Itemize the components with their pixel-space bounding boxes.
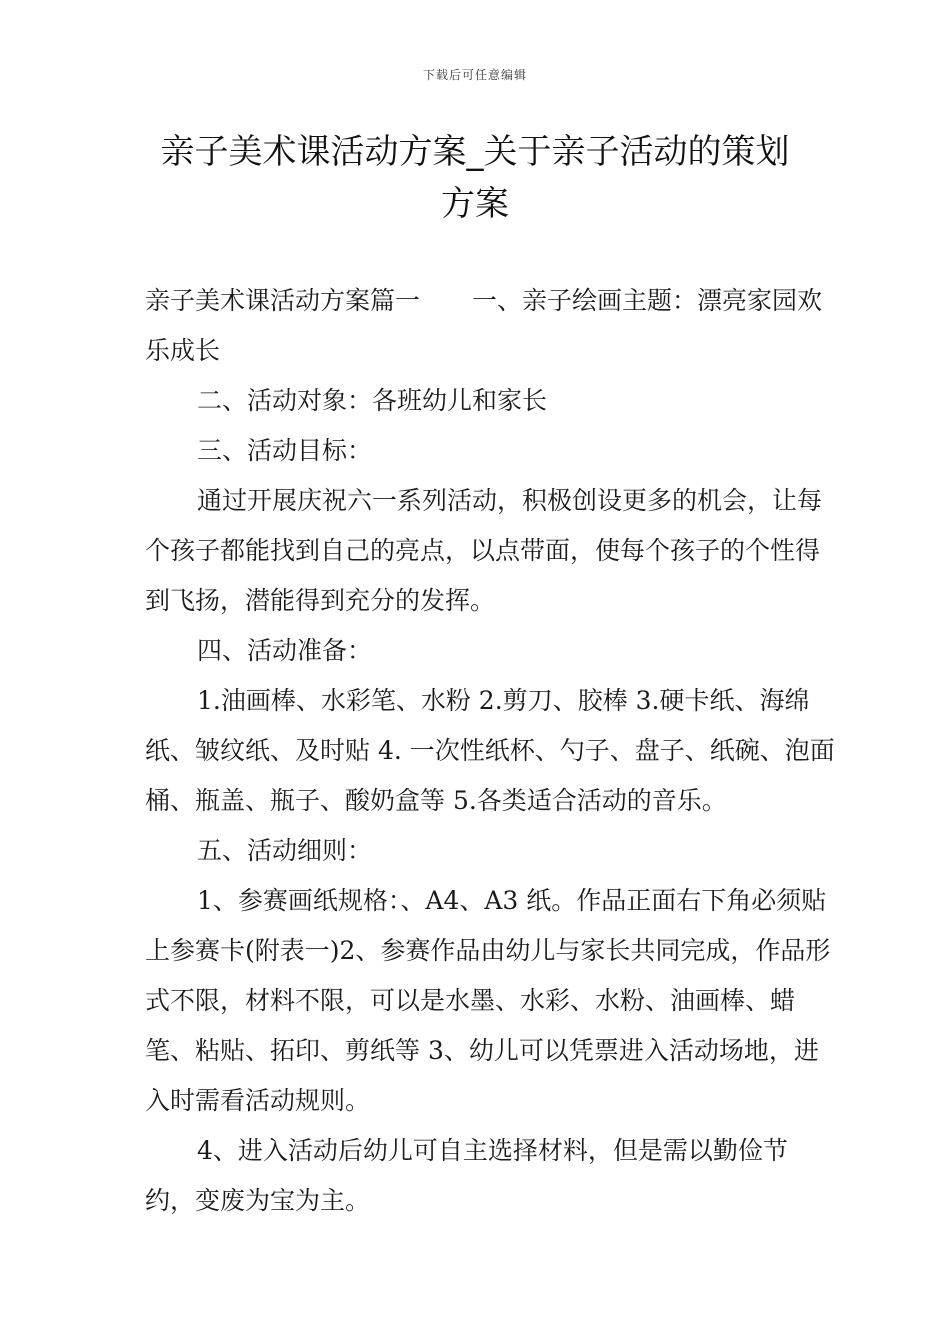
paragraph: 1、参赛画纸规格：、A4、A3 纸。作品正面右下角必须贴上参赛卡(附表一)2、参赛作品由幼儿与家长共同完成，作品形式不限，材料不限，可以是水墨、水彩、水粉、油画棒、蜡笔、粘贴、拓印、剪纸等 3、幼儿可以凭票进入活动场地，进入时需看活动规则。 [145, 886, 831, 1115]
paragraph: 4、进入活动后幼儿可自主选择材料，但是需以勤俭节约，变废为宝为主。 [145, 1136, 788, 1215]
paragraph: 二、活动对象：各班幼儿和家长 [197, 386, 548, 415]
paragraph: 四、活动准备： [197, 636, 373, 665]
document-body [145, 276, 835, 1226]
paragraph: 五、活动细则： [197, 836, 373, 865]
section-heading: 亲子美术课活动方案篇一 [145, 286, 421, 315]
theme-text: 一、亲子绘画主题：漂亮家园欢乐成长 [145, 286, 823, 365]
header-note: 下载后可任意编辑 [422, 68, 527, 82]
paragraph: 1.油画棒、水彩笔、水粉 2.剪刀、胶棒 3.硬卡纸、海绵纸、皱纹纸、及时贴 4. 一次性纸杯、勺子、盘子、纸碗、泡面桶、瓶盖、瓶子、酸奶盒等 5.各类适合活动的音乐。 [145, 686, 835, 815]
document-title: 亲子美术课活动方案_关于亲子活动的策划方案 [160, 132, 790, 224]
paragraph-intro [145, 276, 835, 376]
paragraph: 通过开展庆祝六一系列活动，积极创设更多的机会，让每个孩子都能找到自己的亮点，以点带面，使每个孩子的个性得到飞扬，潜能得到充分的发挥。 [145, 486, 823, 615]
paragraph: 三、活动目标： [197, 436, 373, 465]
